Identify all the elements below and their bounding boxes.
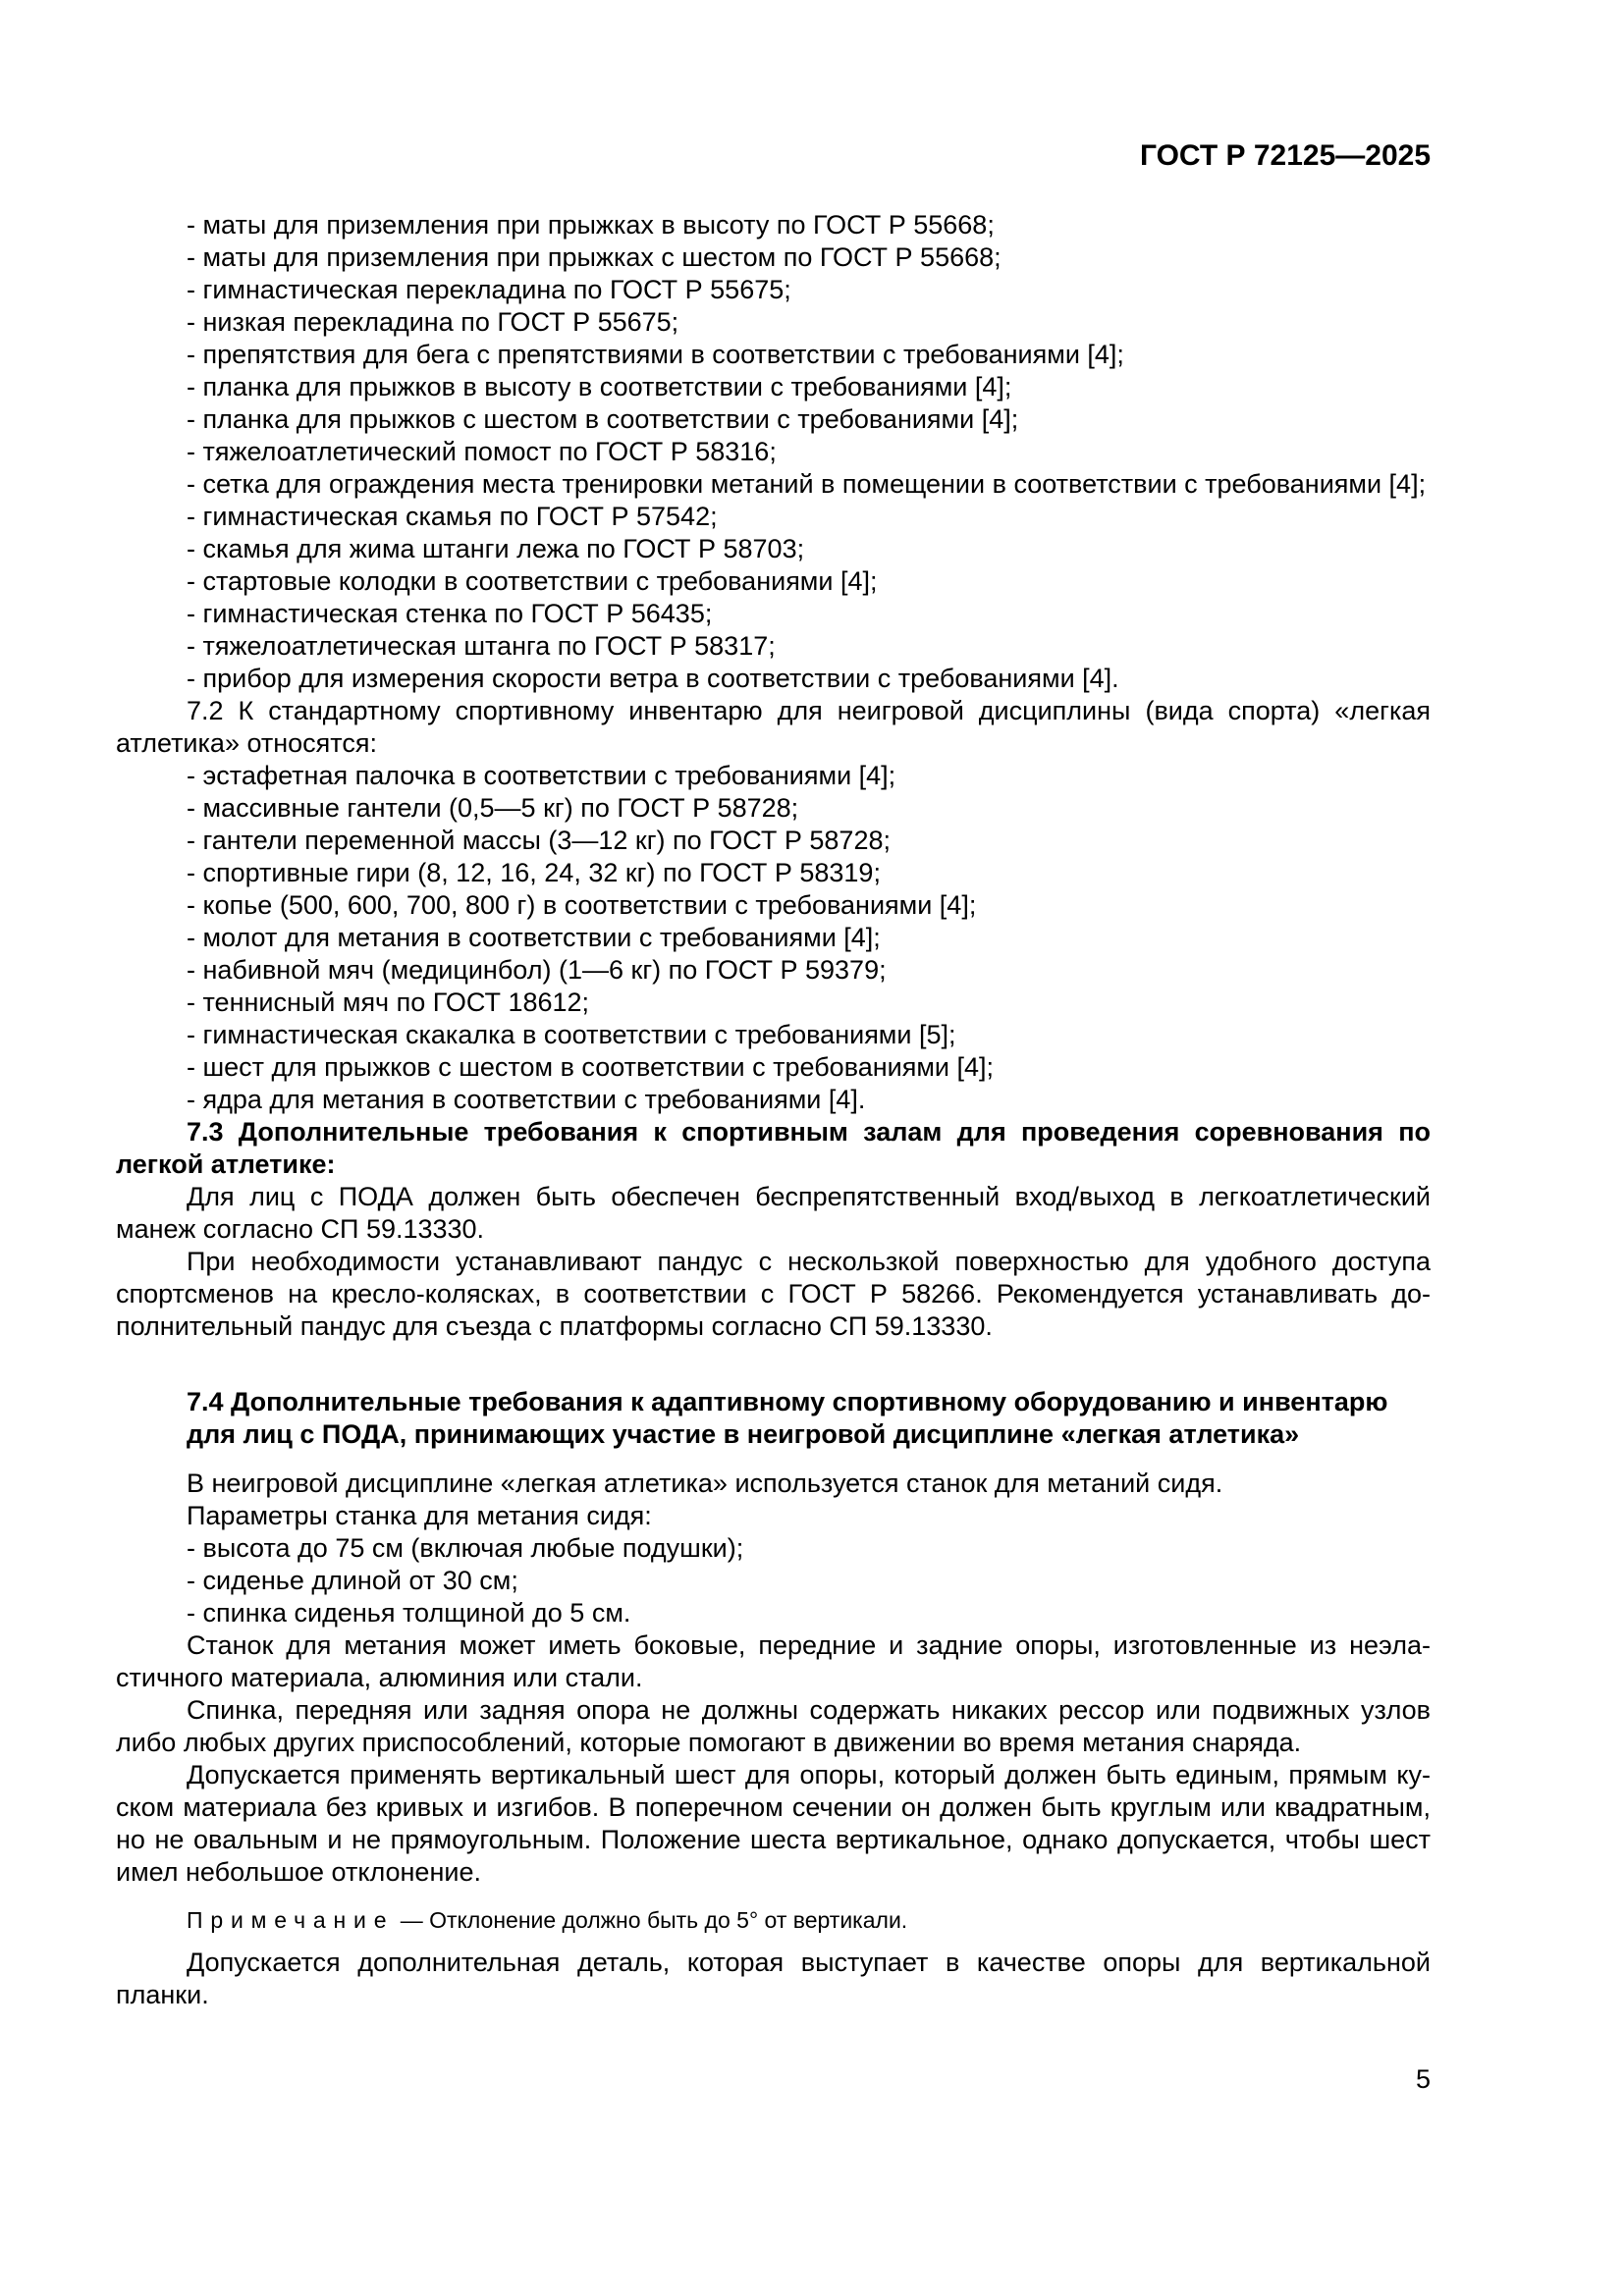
paragraph: Для лиц с ПОДА должен быть обеспечен беспрепятственный вход/выход в легкоатлетический манеж согласно СП 59.13330. (116, 1182, 1431, 1244)
paragraph: Спинка, передняя или задняя опора не должны содержать никаких рессор или подвижных узлов либо любых других приспособлений, которые помогают в движении во время метания снаряда. (116, 1695, 1431, 1757)
paragraph-7-2: 7.2 К стандартному спортивному инвентарю для неигровой дисциплины (вида спорта) «легкая атлетика» относятся: (116, 696, 1431, 758)
paragraph: Параметры станка для метания сидя: (187, 1501, 652, 1530)
list-item: - высота до 75 см (включая любые подушки); (187, 1533, 744, 1563)
list-item: - теннисный мяч по ГОСТ 18612; (187, 988, 590, 1017)
paragraph: При необходимости устанавливают пандус с нескользкой поверхностью для удобного доступа спортсменов на кресло-колясках, в соответствии с ГОСТ Р 58266. Рекомендуется устанавливать дополнительный пандус для съезда с платформы согласно СП 59.13330. (116, 1247, 1431, 1341)
list-item: - маты для приземления при прыжках в высоту по ГОСТ Р 55668; (187, 210, 995, 240)
list-item: - ядра для метания в соответствии с требованиями [4]. (187, 1085, 866, 1114)
list-item: - скамья для жима штанги лежа по ГОСТ Р 58703; (187, 534, 805, 563)
list-item: - спинка сиденья толщиной до 5 см. (187, 1598, 631, 1628)
list-item: - шест для прыжков с шестом в соответствии с требованиями [4]; (187, 1052, 995, 1082)
paragraph: Допускается дополнительная деталь, которая выступает в качестве опоры для вертикальной планки. (116, 1948, 1431, 2009)
list-item: - набивной мяч (медицинбол) (1—6 кг) по ГОСТ Р 59379; (187, 955, 887, 985)
note (116, 1906, 1431, 1934)
list-item: - гантели переменной массы (3—12 кг) по ГОСТ Р 58728; (187, 826, 891, 855)
list-item: - планка для прыжков в высоту в соответствии с требованиями [4]; (187, 372, 1012, 401)
list-item: - спортивные гири (8, 12, 16, 24, 32 кг) по ГОСТ Р 58319; (187, 858, 881, 887)
list-item: - гимнастическая скамья по ГОСТ Р 57542; (187, 502, 718, 531)
document-code-header: ГОСТ Р 72125—2025 (1139, 139, 1431, 172)
list-item: - сетка для ограждения места тренировки метаний в помещении в соответствии с требованиями [4]; (187, 469, 1427, 499)
list-item: - маты для приземления при прыжках с шестом по ГОСТ Р 55668; (187, 242, 1001, 272)
list-item: - стартовые колодки в соответствии с требованиями [4]; (187, 566, 878, 596)
list-item: - низкая перекладина по ГОСТ Р 55675; (187, 307, 679, 337)
list-item: - тяжелоатлетический помост по ГОСТ Р 58316; (187, 437, 777, 466)
list-item: - массивные гантели (0,5—5 кг) по ГОСТ Р 58728; (187, 793, 799, 823)
list-item: - гимнастическая стенка по ГОСТ Р 56435; (187, 599, 713, 628)
section-heading-7-3: 7.3 Дополнительные требования к спортивным залам для проведения соревнования по легкой атлетике: (116, 1117, 1431, 1179)
page-content (116, 137, 1431, 2011)
list-item: - эстафетная палочка в соответствии с требованиями [4]; (187, 761, 896, 790)
list-item: - препятствия для бега с препятствиями в соответствии с требованиями [4]; (187, 340, 1124, 369)
list-item: - молот для метания в соответствии с требованиями [4]; (187, 923, 881, 952)
list-item: - гимнастическая скакалка в соответствии с требованиями [5]; (187, 1020, 956, 1049)
list-item: - копье (500, 600, 700, 800 г) в соответствии с требованиями [4]; (187, 890, 977, 920)
page-number: 5 (1415, 2064, 1431, 2094)
list-item: - сиденье длиной от 30 см; (187, 1566, 518, 1595)
document-body (116, 209, 1431, 2011)
list-item: - тяжелоатлетическая штанга по ГОСТ Р 58317; (187, 631, 776, 661)
paragraph: Допускается применять вертикальный шест для опоры, который должен быть единым, прямым куском материала без кривых и изгибов. В поперечном сечении он должен быть круглым или квадратным, но не овальным и не прямоугольным. Положение шеста вертикальное, однако допускается, чтобы шест имел небольшое отклонение. (116, 1760, 1431, 1887)
list-item: - гимнастическая перекладина по ГОСТ Р 55675; (187, 275, 791, 304)
list-item: - прибор для измерения скорости ветра в соответствии с требованиями [4]. (187, 664, 1119, 693)
paragraph: В неигровой дисциплине «легкая атлетика» используется станок для метаний сидя. (187, 1468, 1223, 1498)
section-heading-7-4: 7.4 Дополнительные требования к адаптивному спортивному оборудованию и инвентарю для лиц с ПОДА, принимающих участие в неигровой дисциплине «легкая атлетика» (187, 1387, 1388, 1449)
note-text: — Отклонение должно быть до 5° от вертикали. (400, 1907, 908, 1933)
list-item: - планка для прыжков с шестом в соответствии с требованиями [4]; (187, 404, 1019, 434)
paragraph: Станок для метания может иметь боковые, передние и задние опоры, изготовленные из неэластичного материала, алюминия или стали. (116, 1630, 1431, 1692)
note-label: Примечание (187, 1907, 395, 1933)
